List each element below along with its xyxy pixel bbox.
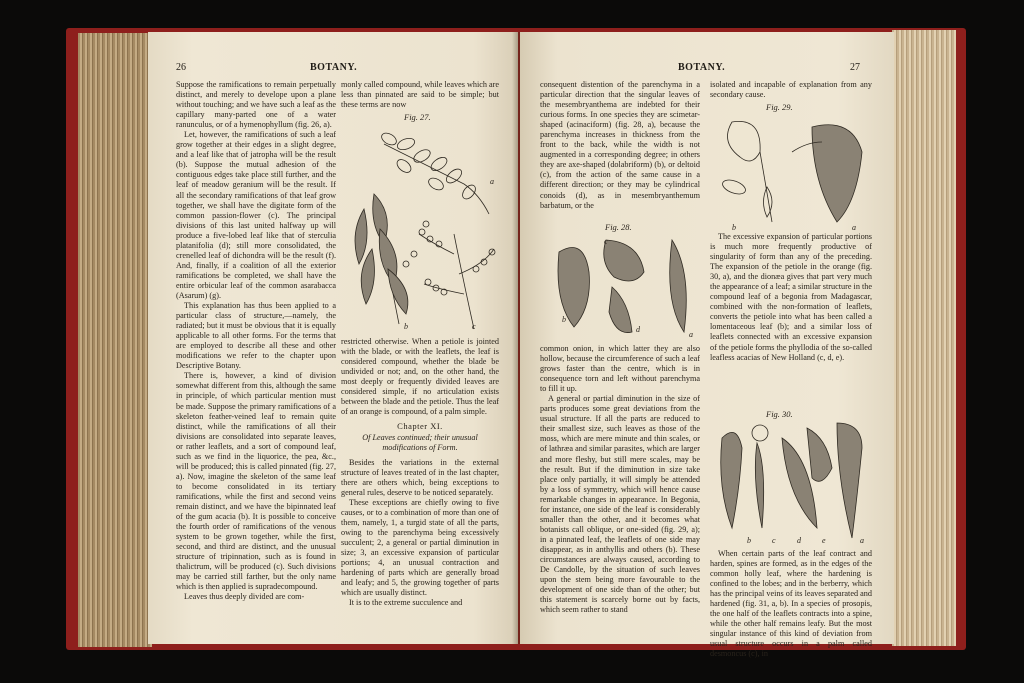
paragraph: common onion, in which latter they are also hollow, because the circumference of such a leaf grows faster than the centre, which is in consequence torn and left without parenchyma to fill it up.: [540, 344, 700, 394]
right-page: [520, 32, 894, 659]
right-column-2-middle: [710, 232, 872, 406]
chapter-subtitle: Of Leaves continued; their unusual modifications of Form.: [362, 433, 478, 453]
fig30-phyllode-e: [807, 428, 832, 481]
fig27-leaflet-small: [423, 221, 429, 227]
fig27-leaflet: [380, 131, 399, 148]
fig27-leaflet: [427, 176, 446, 193]
fig27-illustration: [344, 124, 502, 332]
paragraph: This explanation has thus been applied to a particular class of structure,—namely, the radiated; but it must be obvious that it is equally applicable to all other forms. For the terms that are employed to describe all these and other modifications we refer to the chapter upon Descriptive Botany.: [176, 301, 336, 371]
paragraph: When certain parts of the leaf contract and harden, spines are formed, as in the edges of the common holly leaf, where the hardening is confined to the lobes; and in the berberry, which has the principal veins of its leaves separated and hardened (fig. 31, a, b). In a species of prosopis, the one half of the leaflets contracts into a spine, while the other half remains leafy. But the most singular instance of this kind of deviation from usual structure occurs in a palm called desmoncus (c), in: [710, 549, 872, 659]
page-edges-right: [892, 30, 956, 646]
fig27-leaflet-small: [411, 251, 417, 257]
page-number-left: 26: [176, 62, 186, 73]
fig27-leaflet: [395, 157, 414, 175]
fig28-caption: Fig. 28.: [605, 222, 632, 232]
fig30-label-d: d: [797, 536, 801, 545]
page-edges-left: [78, 33, 152, 647]
fig28-label-b: b: [562, 315, 566, 324]
fig27-pinna: [361, 249, 374, 304]
fig27-caption: Fig. 27.: [404, 112, 431, 122]
fig27-leaflet-small: [419, 229, 425, 235]
chapter-heading: Chapter XI.: [397, 421, 443, 432]
fig30-label-a: a: [860, 536, 864, 545]
fig30-phyllode-a: [837, 423, 862, 538]
fig30-phyllode-c: [755, 443, 763, 528]
paragraph: isolated and incapable of explanation from any secondary cause.: [710, 80, 872, 100]
fig29-leaflet: [721, 177, 748, 196]
fig30-leaf-c: [752, 425, 768, 441]
left-page: [148, 32, 518, 644]
paragraph: restricted otherwise. When a petiole is jointed with the blade, or with the leaflets, the leaf is considered compound, whether the blade be undivided or not; and, on the other hand, the most deeply or frequently divided leaves are considered simple, if no articulation exists between the blade and the petiole. Thus the leaf of an orange is compound, of a palm simple.: [341, 337, 499, 417]
fig29-caption: Fig. 29.: [766, 102, 793, 112]
paragraph: These exceptions are chiefly owing to five causes, or to a combination of more than one of them, namely, 1, a turgid state of all the parts, owing to the parenchyma being excessively succulent; 2, a general or partial diminution in size; 3, an excessive expansion of particular portions; 4, an unusual contraction and hardening of parts which are generally broad and leafy; and 5, the growing together of parts which are usually distinct.: [341, 497, 499, 598]
paragraph: The excessive expansion of particular portions is much more frequently productive of singularity of form than any of the preceding. The expansion of the petiole in the orange (fig. 30, a), and the dionæa gives that part very much the appearance of a leaf; a similar structure in the compound leaf of a begonia from Madagascar, combined with the non-formation of leaflets, converts the petiole into what has been called a lomentaceous leaf (b); and a similar loss of leaflets connected with an excessive expansion of the petiole forms the phyllodia of the so-called leafless acacias of New Holland (c, d, e).: [710, 232, 872, 362]
right-column-2-top: [710, 80, 872, 102]
right-column-1: [540, 344, 700, 644]
running-head-left: BOTANY.: [310, 62, 358, 73]
running-head-right: BOTANY.: [678, 62, 726, 73]
fig29-leaf-a: [812, 125, 862, 222]
paragraph: monly called compound, while leaves which are less than pinnated are said to be simple; but these terms are now: [341, 80, 500, 110]
paragraph: There is, however, a kind of division somewhat different from this, although the same in principle, of which particular mention must be made. Suppose the primary ramifications of a skeleton feather-veined leaf to remain quite distinct, while the ramifications of all their divisions are consolidated into separate leaves, or rather leaflets, and a sort of compound leaf, such as we find in the liquorice, the pea, &c., will be produced; this is called pinnated (fig. 27, a). Now, imagine the skeleton of the same leaf to become consolidated in its tertiary ramifications, while the first and second veins remain distinct, and we have the bipinnated leaf of the gum acacia (b). It is possible to conceive the fourth order of ramifications of the venous system to be grown together, while the first, second, and third are distinct, and the unusual structure of tripinnation, such as is found in thalictrum, will be produced (c). Such divisions may be carried still farther, but the only name which is then applied is supradecompound.: [176, 371, 336, 592]
paragraph: Besides the variations in the external structure of leaves treated of in the last chapter, there are others which, being exceptions to general rules, deserve to be noticed separately.: [341, 457, 499, 497]
fig27-pinna: [388, 269, 408, 314]
fig27-leaflet-small: [403, 261, 409, 267]
fig28-illustration: [544, 232, 700, 342]
fig29-illustration: [712, 112, 872, 232]
left-column-1: [176, 80, 336, 642]
fig27-label-b: b: [404, 322, 408, 331]
fig28-label-d: d: [636, 325, 640, 334]
fig27-stem-c: [454, 234, 474, 329]
fig30-illustration: [712, 418, 872, 546]
fig27-pinna: [355, 209, 367, 264]
fig30-phyllode-b: [721, 432, 742, 528]
fig28-label-a: a: [689, 330, 693, 339]
fig30-label-e: e: [822, 536, 826, 545]
fig30-caption: Fig. 30.: [766, 409, 793, 419]
fig27-leaflet: [429, 155, 449, 174]
fig30-label-b: b: [747, 536, 751, 545]
fig28-leaf-d: [609, 287, 632, 333]
fig29-label-b: b: [732, 223, 736, 232]
paragraph: Let, however, the ramifications of such a leaf grow together at their edges in a slight degree, and a leaf like that of jatropha will be the result (b). Suppose the mutual adhesion of the contiguous edges take place still further, and the leaf of meadow geranium will be the result. If all the secondary ramifications of that leaf grow together, we shall have the digitate form of the common passion-flower (c). The principal divisions of this last united halfway up will produce a five-lobed leaf like that of sterculia platanifolia (d); still more consolidated, the crenelled leaf of dichondra will be the result (f). And, finally, if a coalition of all the exterior ramifications be completed, we shall have the entire orbicular leaf of the common asarabacca (Asarum) (g).: [176, 130, 336, 300]
fig30-label-c: c: [772, 536, 776, 545]
paragraph: Leaves thus deeply divided are com-: [184, 592, 305, 602]
fig27-leaflet-small: [473, 266, 479, 272]
fig27-leaflet: [412, 147, 433, 165]
fig27-leaflet: [460, 183, 478, 202]
fig29-label-a: a: [852, 223, 856, 232]
paragraph: It is to the extreme succulence and: [349, 598, 463, 608]
fig27-leaflet-small: [425, 279, 431, 285]
page-number-right: 27: [850, 62, 860, 73]
left-column-2-top: [341, 80, 499, 112]
right-column-1-top: [540, 80, 700, 238]
fig28-leaf-c: [604, 240, 644, 281]
fig27-label-c: c: [472, 322, 476, 331]
right-column-2-bottom: [710, 549, 872, 659]
fig28-label-c: c: [604, 237, 608, 246]
fig27-branch: [419, 234, 454, 254]
paragraph: consequent distention of the parenchyma in a particular direction that the singular leaves of the mesembryanthema are indebted for their curious forms. In one species they are scimetar-shaped (acinaciform) (fig. 28, a), because the parenchyma increases in thickness from the front to the back, while the width is not augmented in a corresponding degree; in others they are axe-shaped (dolabriform) (b), or deltoid (c), from the action of the same cause in a different direction; or they may be cylindrical conoids (d), as in mesembryanthemum barbatum, or the: [540, 80, 700, 210]
fig28-leaf-a: [670, 240, 687, 332]
left-column-2: [341, 337, 499, 643]
fig27-label-a: a: [490, 177, 494, 186]
fig29-leaf-b: [728, 121, 761, 161]
paragraph: A general or partial diminution in the size of parts produces some great deviations from the usual structure. If all the parts are reduced to their smallest size, such leaves as those of the moss, which are mere minute and thin scales, or of lathræa and similar parasites, which are larger and more fleshy, but still mere scales, may be the result. But if the diminution in size take place only partially, it will simply be attended by a loss of symmetry, which will hence cause remarkable changes in appearance. In Begonia, for instance, one side of the leaf is considerably smaller than the other, and it becomes what botanists call oblique, or one-sided (fig. 29, a); in a pinnated leaf, the leaflets of one side may disappear, as in anthyllis and others (b). These circumstances are always caused, according to De Candolle, by the situation of such leaves upon the stem being more favourable to the development of one side than of the other; but this statement is scarcely borne out by facts, which seem rather to stand: [540, 394, 700, 615]
paragraph: Suppose the ramifications to remain perpetually distinct, and merely to develope upon a plane without touching; and we have such a leaf as the capillary many-parted one of a water ranunculus, or of a hymenophyllum (fig. 26, a).: [176, 80, 336, 130]
fig27-leaflet: [396, 136, 416, 152]
